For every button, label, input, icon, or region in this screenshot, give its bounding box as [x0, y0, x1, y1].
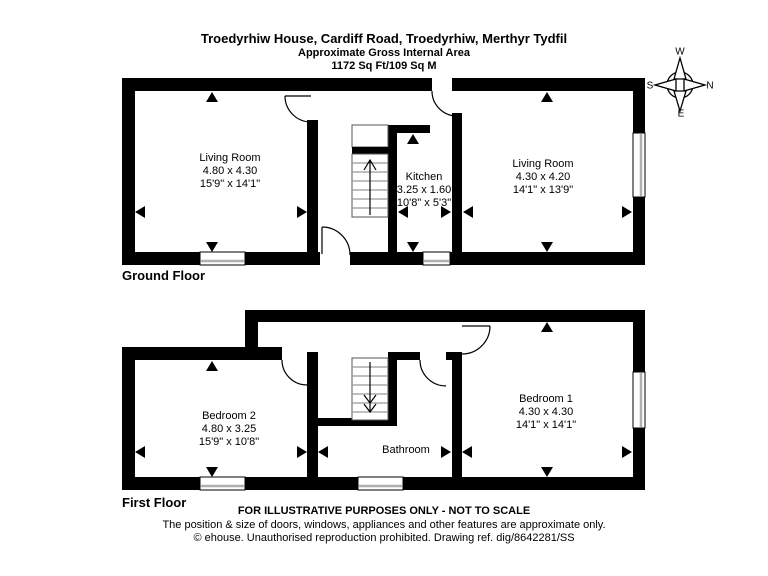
room-size-metric: 4.30 x 4.30 [518, 406, 574, 418]
approximation-note: The position & size of doors, windows, appliances and other features are approximate only. [162, 519, 606, 531]
copyright-line: © ehouse. Unauthorised reproduction prohibited. Drawing ref. dig/8642281/SS [193, 532, 575, 544]
wall-kitchen-livingroom2 [452, 113, 462, 252]
room-name: Living Room [199, 152, 261, 164]
room-size-imperial: 10'8" x 5'3" [396, 197, 452, 209]
compass-label-w: W [675, 46, 685, 58]
room-size-metric: 4.80 x 3.25 [201, 423, 257, 435]
room-size-metric: 4.30 x 4.20 [515, 171, 571, 183]
wall-bathroom-bedroom1 [452, 352, 462, 477]
room-name: Bedroom 2 [202, 410, 256, 422]
window [358, 477, 403, 490]
room-label-kitchen [397, 171, 451, 210]
area-subtitle: Approximate Gross Internal Area [298, 47, 470, 59]
window [423, 252, 450, 265]
room-size-metric: 4.80 x 4.30 [202, 165, 258, 177]
window [633, 133, 645, 197]
room-label-living-room-2 [512, 158, 573, 197]
room-name: Bedroom 1 [519, 393, 573, 405]
staircase-down [352, 358, 388, 420]
window [200, 252, 245, 265]
compass-label-e: E [677, 108, 685, 120]
wall-livingroom1-hall [307, 120, 318, 252]
room-size-imperial: 14'1" x 13'9" [512, 184, 574, 196]
compass-label-n: N [706, 80, 714, 92]
room-size-imperial: 15'9" x 10'8" [198, 436, 260, 448]
wall-stairs-kitchen [388, 125, 397, 252]
staircase-up [352, 125, 388, 217]
room-name: Kitchen [405, 171, 443, 183]
room-size-metric: 3.25 x 1.60 [396, 184, 452, 196]
room-label-living-room-1 [199, 152, 260, 191]
ground-floor-caption: Ground Floor [122, 268, 206, 283]
disclaimer-line: FOR ILLUSTRATIVE PURPOSES ONLY - NOT TO SCALE [237, 505, 531, 517]
wall-bedroom2-landing [307, 352, 318, 477]
room-name: Bathroom [382, 444, 430, 456]
room-name: Living Room [512, 158, 574, 170]
first-floor-caption: First Floor [122, 495, 187, 510]
room-label-bedroom-1 [516, 393, 576, 432]
window [200, 477, 245, 490]
window [633, 372, 645, 428]
compass-label-s: S [646, 80, 654, 92]
room-label-bathroom [382, 444, 430, 457]
room-size-imperial: 14'1" x 14'1" [515, 419, 577, 431]
room-size-imperial: 15'9" x 14'1" [199, 178, 261, 190]
page-title: Troedyrhiw House, Cardiff Road, Troedyrhiw, Merthyr Tydfil [200, 31, 568, 46]
room-label-bedroom-2 [199, 410, 259, 449]
area-value: 1172 Sq Ft/109 Sq M [331, 60, 437, 72]
